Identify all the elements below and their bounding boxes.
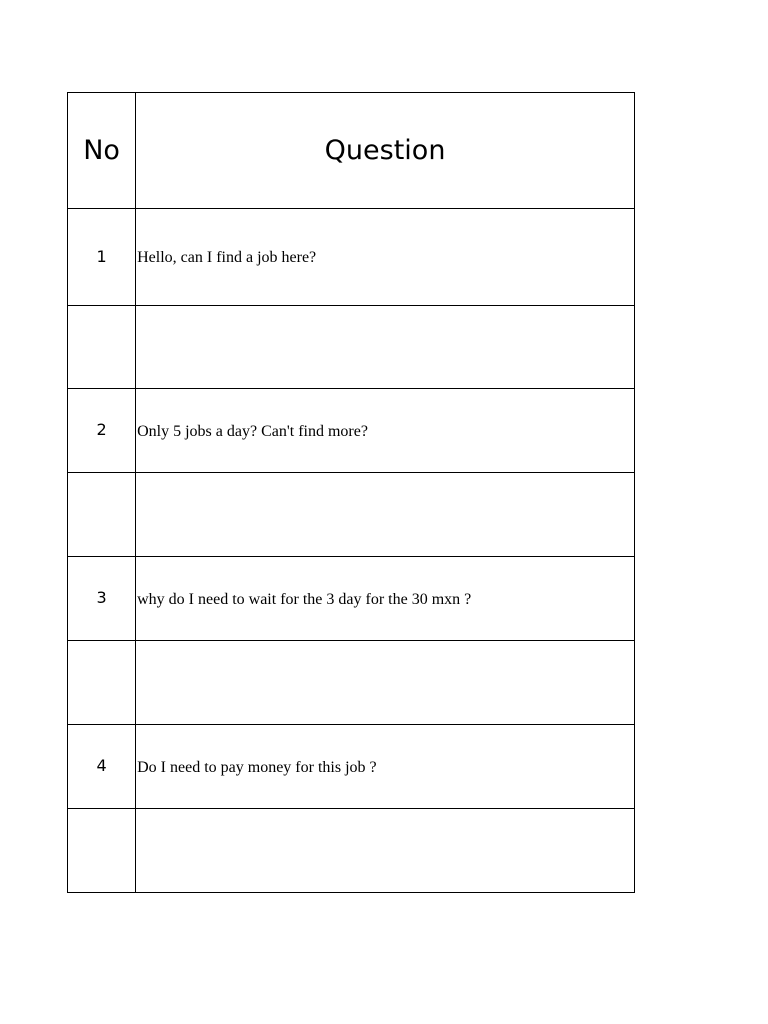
question-text: Do I need to pay money for this job ?	[137, 758, 377, 776]
row-number: 2	[96, 420, 107, 439]
header-no: No	[68, 93, 136, 209]
row-number-cell	[68, 641, 136, 725]
row-number: 4	[96, 756, 107, 775]
header-question: Question	[136, 93, 635, 209]
question-cell	[136, 306, 635, 389]
header-row	[68, 93, 635, 209]
row-number-cell	[68, 473, 136, 557]
question-cell	[136, 725, 635, 809]
table-row	[68, 209, 635, 306]
table-row	[68, 641, 635, 725]
row-number: 1	[96, 246, 107, 266]
table-row	[68, 725, 635, 809]
row-number-cell	[68, 725, 136, 809]
question-cell	[136, 557, 635, 641]
question-cell	[136, 809, 635, 893]
row-number-cell	[68, 389, 136, 473]
questions-table	[67, 92, 635, 893]
question-cell	[136, 473, 635, 557]
question-cell	[136, 389, 635, 473]
row-number: 3	[96, 588, 107, 607]
row-number-cell	[68, 306, 136, 389]
question-text: Hello, can I find a job here?	[137, 249, 317, 266]
question-cell	[136, 209, 635, 306]
question-text: why do I need to wait for the 3 day for the 30 mxn ?	[137, 590, 472, 608]
row-number-cell	[68, 209, 136, 306]
question-text: Only 5 jobs a day? Can't find more?	[137, 422, 368, 440]
table-row	[68, 306, 635, 389]
row-number-cell	[68, 557, 136, 641]
table-row	[68, 389, 635, 473]
table-row	[68, 557, 635, 641]
question-cell	[136, 641, 635, 725]
table-row	[68, 809, 635, 893]
table-row	[68, 473, 635, 557]
row-number-cell	[68, 809, 136, 893]
